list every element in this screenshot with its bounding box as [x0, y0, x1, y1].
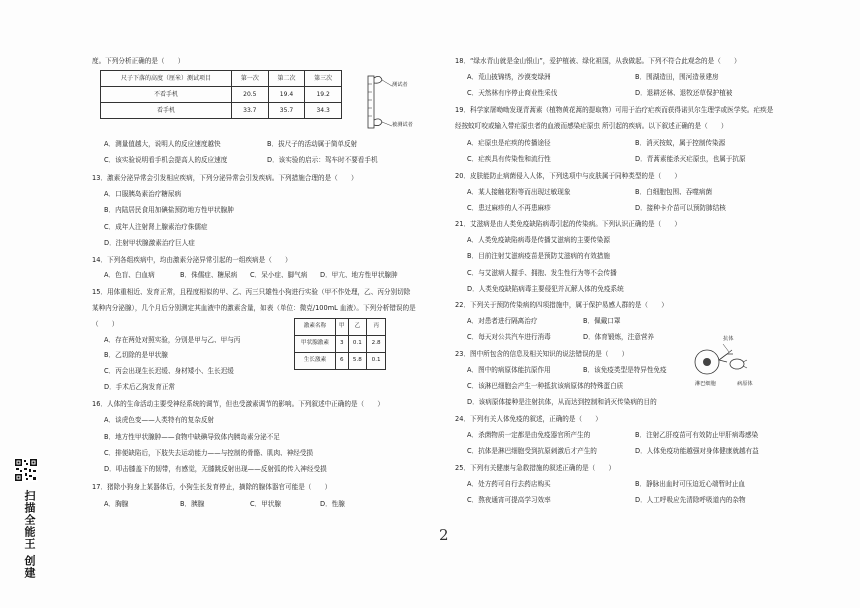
immune-figure — [683, 332, 753, 388]
option: D．人类免疫缺陷病毒主要侵犯并瓦解人体的免疫系统 — [467, 285, 624, 293]
option: A．色盲、白血病 — [104, 271, 155, 279]
option: D．接种卡介苗可以预防肺结核 — [635, 204, 726, 212]
option: B．消灭按蚊，属于控制传染源 — [635, 139, 726, 147]
option: C．成年人注射肾上腺素治疗侏儒症 — [104, 223, 208, 231]
table-cell: 3 — [336, 336, 349, 353]
table-header-cell: 尺子下落的高度（厘米）测试项目 — [101, 71, 232, 87]
option: C．疟疾具有传染性和流行性 — [467, 155, 551, 163]
option: A．处方药可自行去药店购买 — [467, 480, 551, 488]
option: B．拔尺子的活动属于简单反射 — [267, 140, 358, 148]
option: B．乙切除的是甲状腺 — [104, 351, 168, 359]
option: B．侏儒症、糖尿病 — [180, 271, 238, 279]
option: A．人类免疫缺陷病毒是传播艾滋病的主要传染源 — [467, 236, 610, 244]
option: A．胸腺 — [104, 500, 129, 508]
question-24: 24．下列有关人体免疫的叙述，正确的是（ ） — [455, 415, 602, 423]
question-14: 14．下列各组疾病中，均由激素分泌异常引起的一组疾病是（ ） — [92, 256, 292, 264]
table-cell: 19.4 — [268, 87, 305, 103]
table-header-cell: 甲 — [336, 319, 349, 336]
option: A．疟原虫是疟疾的传播途径 — [467, 139, 551, 147]
question-19-line: 19．科学家屠呦呦发现青蒿素（植物黄花蒿的提取物）可用于治疗疟疾而获得诺贝尔生理学或医学奖。疟疾是 — [455, 106, 774, 114]
option: A．谈虎色变——人类特有的复杂反射 — [104, 416, 215, 424]
option: C．每天对公共汽车进行消毒 — [467, 333, 551, 341]
q12-table — [100, 70, 342, 119]
table-header-cell: 激素名称 — [295, 319, 336, 336]
table-row — [295, 319, 386, 336]
figure-label: 淋巴细胞 — [695, 381, 716, 387]
option: B．注射乙肝疫苗可有效防止甲肝病毒感染 — [635, 431, 759, 439]
page-number: 2 — [439, 526, 449, 544]
table-row — [295, 353, 386, 370]
question-21: 21．艾滋病是由人类免疫缺陷病毒引起的传染病。下列认识正确的是（ ） — [455, 220, 681, 228]
q12-intro: 度。下列分析正确的是（ ） — [92, 57, 185, 65]
option: B．静脉出血时可压迫近心端暂时止血 — [635, 480, 746, 488]
table-header-cell: 第二次 — [268, 71, 305, 87]
option: B．地方性甲状腺肿——食物中缺碘导致体内胰岛素分泌不足 — [104, 433, 280, 441]
option: A．荒山披锦绣，沙漠变绿洲 — [467, 73, 551, 81]
option: C．该淋巴细胞会产生一种抵抗该病原体的特殊蛋白质 — [467, 382, 624, 390]
option: B．内陆居民食用加碘盐预防地方性甲状腺肿 — [104, 206, 234, 214]
option: C．熬夜通宵可提高学习效率 — [467, 496, 551, 504]
table-row — [295, 336, 386, 353]
table-cell: 19.2 — [305, 87, 342, 103]
option: C．与艾滋病人握手、拥抱、发生性行为等不会传播 — [467, 269, 617, 277]
option: D．人体免疫功能越强对身体健康就越有益 — [635, 447, 759, 455]
option: D．该病原体接种是注射抗体，从而达到控制和消灭传染病的目的 — [467, 398, 657, 406]
figure-label: 病原体 — [737, 381, 753, 387]
option: C．呆小症、脚气病 — [250, 271, 308, 279]
table-cell: 35.7 — [268, 103, 305, 119]
table-header-cell: 乙 — [348, 319, 367, 336]
option: A．口服胰岛素治疗糖尿病 — [104, 190, 182, 198]
option: A．对患者进行隔离治疗 — [467, 317, 538, 325]
option: B．白细胞包围、吞噬病菌 — [635, 188, 713, 196]
table-header-cell: 丙 — [367, 319, 386, 336]
option: D．人工呼吸应先清除呼吸道内的杂物 — [635, 496, 746, 504]
table-row — [101, 71, 342, 87]
option: A．图中的病原体能抗原作用 — [467, 366, 551, 374]
figure-label: 测试者 — [392, 82, 408, 88]
table-row — [101, 87, 342, 103]
question-20: 20．皮肤能防止病菌侵入人体，下列选项中与皮肤属于同种类型的是（ ） — [455, 172, 681, 180]
question-19-line: 经按蚊叮咬或输入带疟原虫者的血液而感染疟原虫 所引起的疾病。以下叙述正确的是（ ） — [455, 122, 728, 130]
table-header-cell: 第一次 — [232, 71, 269, 87]
option: D．注射甲状腺激素治疗巨人症 — [104, 239, 195, 247]
option: C．该实验说明看手机会提高人的反应速度 — [104, 156, 228, 164]
option: B．该免疫类型是特异性免疫 — [583, 366, 667, 374]
option: C．排便缺陷后，下肢失去运动能力——与控制的骨骼、肌肉、神经受损 — [104, 449, 314, 457]
question-13: 13．激素分泌异常会引发相应疾病，下列分泌异常会引发疾病。下列措施合理的是（ ） — [92, 174, 358, 182]
question-23: 23．图中所包含的信息及相关知识的说法错误的是（ ） — [455, 350, 629, 358]
table-header-cell: 第三次 — [305, 71, 342, 87]
table-cell: 34.3 — [305, 103, 342, 119]
table-cell: 甲状腺激素 — [295, 336, 336, 353]
option: D．甲亢、地方性甲状腺肿 — [320, 271, 398, 279]
option: B．胰腺 — [180, 500, 205, 508]
question-17: 17．猪除小狗身上某器体后，小狗生长发育停止，摘除的腺体器官可能是（ ） — [92, 483, 332, 491]
option: C．患过麻疹的人不再患麻疹 — [467, 204, 551, 212]
option: B．目前注射艾滋病疫苗是预防艾滋病的有效措施 — [467, 252, 610, 260]
table-cell: 33.7 — [232, 103, 269, 119]
table-cell: 2.8 — [367, 336, 386, 353]
table-cell: 6 — [336, 353, 349, 370]
table-row — [101, 103, 342, 119]
question-18: 18．“绿水青山就是金山银山”，爱护植被、绿化祖国，从我做起。下列不符合此观念的是（ ） — [455, 57, 741, 65]
option: D．退耕还林、退牧还草保护植被 — [635, 89, 733, 97]
option: A．杀菌物质一定都是由免疫器官所产生的 — [467, 431, 591, 439]
option: C．抗体是淋巴细胞受到抗原刺激后才产生的 — [467, 447, 597, 455]
option: B．围湖造田，围河造景建房 — [635, 73, 719, 81]
table-cell: 生长激素 — [295, 353, 336, 370]
option: D．叩击膝盖下的韧带，有感觉，无膝跳反射出现——反射弧的传入神经受损 — [104, 465, 327, 473]
option: B．佩戴口罩 — [583, 317, 621, 325]
figure-label: 被测试者 — [392, 122, 413, 128]
question-15-line: 某种内分泌腺），几个月后分别测定其血液中的激素含量，如表（单位：微克/100mL 血液）。下列分析错误的是 — [92, 304, 416, 312]
option: D．性腺 — [320, 500, 345, 508]
option: A．存在两处对照实验，分别是甲与乙、甲与丙 — [104, 336, 241, 344]
option: D．手术后乙狗发育正常 — [104, 383, 176, 391]
table-cell: 20.5 — [232, 87, 269, 103]
option: D．该实验的启示：驾车时不要看手机 — [267, 156, 378, 164]
option: C．天然林有序停止商业性采伐 — [467, 89, 558, 97]
table-cell: 看手机 — [101, 103, 232, 119]
question-25: 25．下列有关健康与急救措施的叙述正确的是（ ） — [455, 464, 616, 472]
option: C．甲状腺 — [250, 500, 281, 508]
table-cell: 0.1 — [348, 336, 367, 353]
qr-code-icon — [14, 458, 38, 482]
question-16: 16．人体的生命活动主要受神经系统的调节，但也受激素调节的影响。下列叙述中正确的是（ ） — [92, 400, 384, 408]
table-cell: 0.1 — [367, 353, 386, 370]
scanner-watermark: 扫描全能王 创建 — [23, 490, 36, 579]
figure-label: 抗体 — [723, 336, 734, 342]
option: A．某人接触花粉等而出现过敏现象 — [467, 188, 571, 196]
question-15-line: 15．用体重相近、发育正常，且程度相似的甲、乙、丙三只雄性小狗进行实验（甲不作处理，乙、丙分别切除 — [92, 288, 411, 296]
option: D．青蒿素能杀灭疟原虫，也属于抗原 — [635, 155, 746, 163]
table-cell: 5.8 — [348, 353, 367, 370]
question-22: 22．下列关于预防传染病的四项措施中，属于保护易感人群的是（ ） — [455, 301, 668, 309]
q15-table — [294, 318, 386, 370]
table-cell: 不看手机 — [101, 87, 232, 103]
option: C．丙会出现生长迟缓、身材矮小、生长迟缓 — [104, 367, 234, 375]
question-15-paren: （ ） — [92, 320, 119, 328]
option: A．测量值越大，说明人的反应速度越快 — [104, 140, 221, 148]
option: D．体育锻炼，注意营养 — [583, 333, 655, 341]
